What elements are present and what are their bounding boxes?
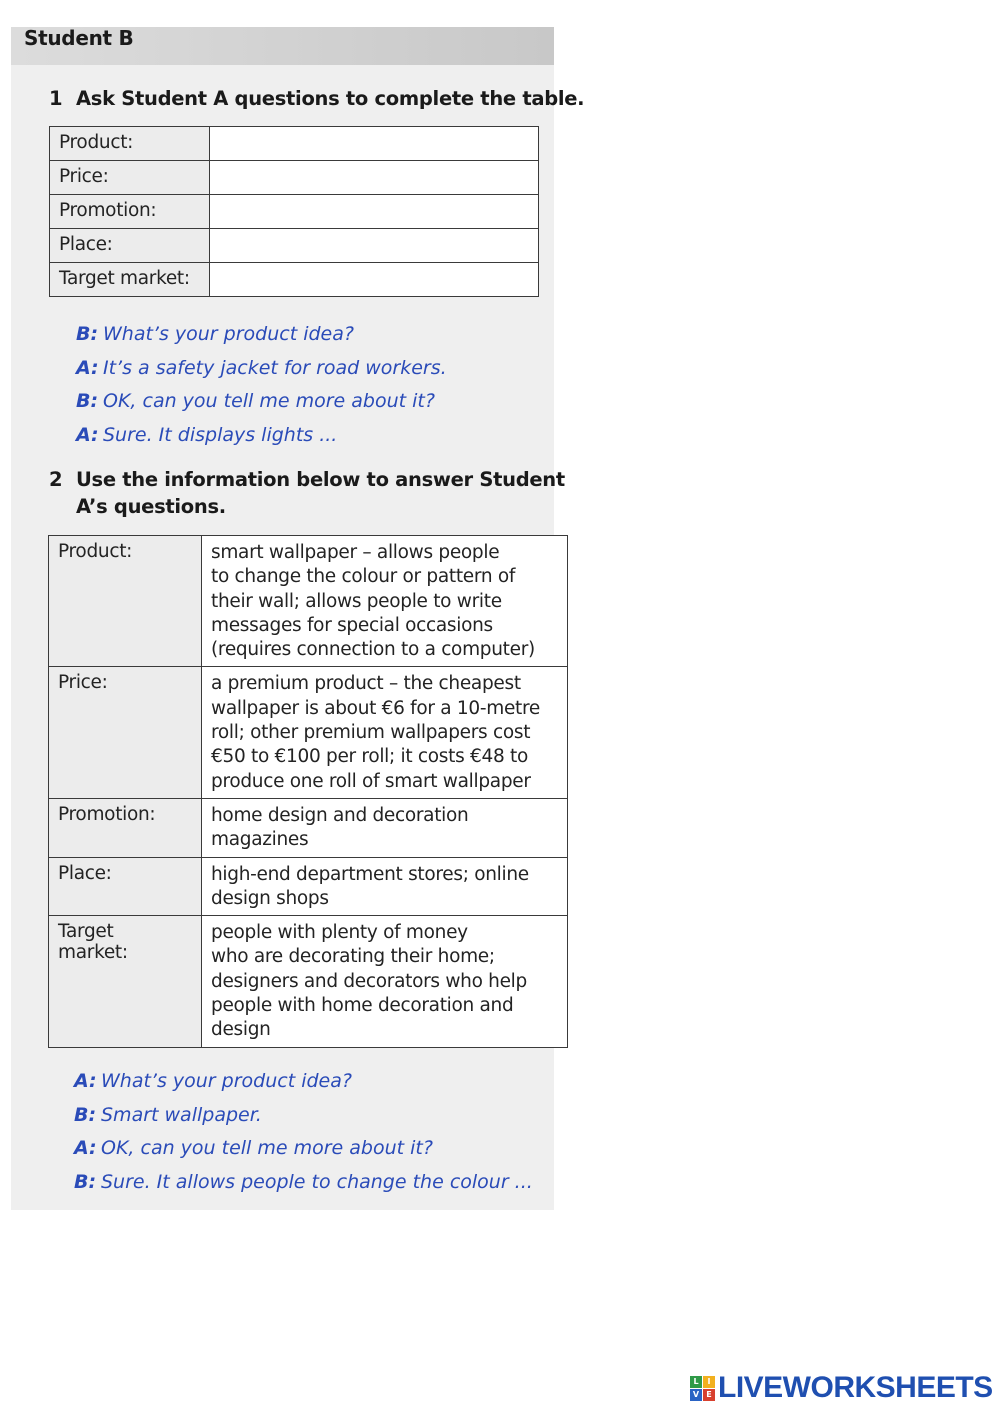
answer-field-promotion[interactable] bbox=[210, 195, 539, 229]
speaker-label: A: bbox=[74, 1070, 97, 1092]
value-line: produce one roll of smart wallpaper bbox=[211, 770, 531, 792]
row-label-target-market bbox=[49, 916, 202, 1047]
row-label-target-market: Target market: bbox=[50, 263, 210, 297]
section2-dialogue bbox=[74, 1065, 533, 1199]
table-row bbox=[49, 536, 568, 667]
value-line: €50 to €100 per roll; it costs €48 to bbox=[211, 746, 528, 768]
table-row bbox=[50, 161, 539, 195]
label-line: Target bbox=[58, 921, 114, 943]
value-line: wallpaper is about €6 for a 10-metre bbox=[211, 697, 540, 719]
label-line: Promotion: bbox=[58, 803, 156, 825]
value-line: roll; other premium wallpapers cost bbox=[211, 722, 531, 744]
label-line: Product: bbox=[58, 541, 133, 562]
dialogue-line bbox=[74, 1166, 533, 1200]
speaker-label: A: bbox=[74, 1137, 97, 1159]
dialogue-text: What’s your product idea? bbox=[103, 323, 354, 345]
row-label-promotion bbox=[49, 798, 202, 857]
speaker-label: B: bbox=[74, 1170, 97, 1193]
value-line: to change the colour or pattern of bbox=[211, 566, 516, 588]
page-title: Student B bbox=[24, 26, 134, 50]
section2-heading-line2: A’s questions. bbox=[76, 495, 226, 518]
section1-number: 1 bbox=[49, 87, 63, 110]
dialogue-text: It’s a safety jacket for road workers. bbox=[103, 356, 447, 379]
speaker-label: A: bbox=[76, 356, 99, 379]
label-line: market: bbox=[58, 942, 128, 964]
section1-heading bbox=[49, 85, 584, 112]
speaker-label: A: bbox=[76, 423, 99, 446]
dialogue-line bbox=[76, 419, 447, 453]
section2-number: 2 bbox=[49, 468, 63, 491]
liveworksheets-brand[interactable] bbox=[690, 1372, 993, 1404]
brand-text: LIVEWORKSHEETS bbox=[718, 1371, 993, 1404]
value-line: home design and decoration bbox=[211, 804, 469, 826]
value-line: a premium product – the cheapest bbox=[211, 673, 521, 695]
row-value-price bbox=[202, 667, 568, 798]
row-label-product: Product: bbox=[50, 127, 210, 161]
liveworksheets-logo-icon bbox=[690, 1376, 715, 1401]
table-row bbox=[49, 857, 568, 916]
dialogue-line bbox=[74, 1099, 533, 1133]
value-line: high-end department stores; online bbox=[211, 863, 529, 885]
section2-heading bbox=[49, 466, 565, 520]
row-label-place bbox=[49, 857, 202, 916]
answer-field-target-market[interactable] bbox=[210, 263, 539, 297]
value-line: people with plenty of money bbox=[211, 922, 468, 944]
logo-letter: L bbox=[690, 1376, 702, 1388]
value-line: people with home decoration and bbox=[211, 995, 514, 1017]
dialogue-text: Sure. It displays lights ... bbox=[103, 423, 338, 446]
value-line: smart wallpaper – allows people bbox=[211, 542, 500, 563]
dialogue-text: OK, can you tell me more about it? bbox=[101, 1137, 433, 1159]
table-row bbox=[50, 229, 539, 263]
value-line: design bbox=[211, 1019, 271, 1041]
answer-field-place[interactable] bbox=[210, 229, 539, 263]
section1-heading-text: Ask Student A questions to complete the table. bbox=[76, 87, 585, 110]
label-line: Place: bbox=[58, 862, 112, 884]
dialogue-text: What’s your product idea? bbox=[101, 1070, 352, 1092]
value-line: who are decorating their home; bbox=[211, 946, 495, 968]
value-line: (requires connection to a computer) bbox=[211, 639, 535, 661]
value-line: their wall; allows people to write bbox=[211, 590, 502, 612]
section1-dialogue bbox=[76, 318, 447, 452]
product-info-table-to-complete bbox=[49, 126, 539, 297]
row-value-place bbox=[202, 857, 568, 916]
speaker-label: B: bbox=[76, 323, 99, 345]
logo-letter: E bbox=[703, 1389, 715, 1401]
table-row bbox=[50, 127, 539, 161]
row-label-promotion: Promotion: bbox=[50, 195, 210, 229]
product-info-table bbox=[48, 535, 568, 1048]
row-label-price: Price: bbox=[50, 161, 210, 195]
table-row bbox=[49, 798, 568, 857]
section2-heading-line1: Use the information below to answer Student bbox=[76, 468, 565, 491]
answer-field-price[interactable] bbox=[210, 161, 539, 195]
logo-letter: I bbox=[703, 1376, 715, 1388]
row-value-promotion bbox=[202, 798, 568, 857]
row-value-target-market bbox=[202, 916, 568, 1047]
dialogue-text: OK, can you tell me more about it? bbox=[103, 390, 435, 412]
label-line: Price: bbox=[58, 672, 108, 694]
dialogue-line bbox=[74, 1065, 533, 1099]
dialogue-line bbox=[74, 1132, 533, 1166]
row-label-product bbox=[49, 536, 202, 667]
speaker-label: B: bbox=[76, 390, 99, 412]
dialogue-text: Smart wallpaper. bbox=[101, 1103, 262, 1126]
value-line: messages for special occasions bbox=[211, 614, 493, 636]
row-label-place: Place: bbox=[50, 229, 210, 263]
value-line: designers and decorators who help bbox=[211, 970, 527, 992]
value-line: magazines bbox=[211, 829, 309, 851]
dialogue-line bbox=[76, 385, 447, 419]
logo-letter: V bbox=[690, 1389, 702, 1401]
table-row bbox=[49, 667, 568, 798]
table-row bbox=[49, 916, 568, 1047]
dialogue-text: Sure. It allows people to change the colour ... bbox=[101, 1170, 533, 1193]
dialogue-line bbox=[76, 318, 447, 352]
row-value-product bbox=[202, 536, 568, 667]
table-row bbox=[50, 195, 539, 229]
row-label-price bbox=[49, 667, 202, 798]
answer-field-product[interactable] bbox=[210, 127, 539, 161]
dialogue-line bbox=[76, 352, 447, 386]
value-line: design shops bbox=[211, 887, 329, 909]
speaker-label: B: bbox=[74, 1103, 97, 1126]
table-row bbox=[50, 263, 539, 297]
